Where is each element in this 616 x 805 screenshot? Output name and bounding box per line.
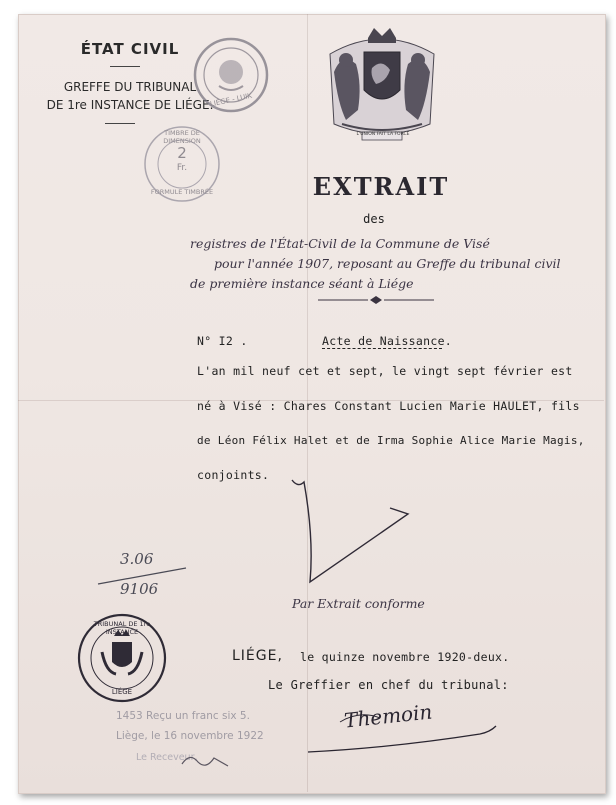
act-type: Acte de Naissance. bbox=[322, 334, 453, 348]
issue-date: le quinze novembre 1920-deux. bbox=[300, 650, 510, 664]
certified-extract-label: Par Extrait conforme bbox=[292, 596, 425, 611]
tax-stamp-unit: Fr. bbox=[176, 163, 188, 173]
court-seal-top-text: TRIBUNAL DE 1re INSTANCE bbox=[93, 620, 151, 636]
receipt-line-1: 1453 Reçu un franc six 5. bbox=[116, 710, 250, 722]
header-rule-2 bbox=[105, 123, 135, 124]
act-number: N° I2 . bbox=[197, 334, 248, 348]
office-title: ÉTAT CIVIL bbox=[80, 40, 180, 58]
tax-stamp-outer-text: TIMBRE DE DIMENSION bbox=[163, 129, 201, 145]
body-line-1: L'an mil neuf cet et sept, le vingt sept février est bbox=[197, 364, 573, 378]
closing-flourish-stroke bbox=[290, 478, 420, 588]
body-line-4: conjoints. bbox=[197, 468, 270, 482]
liege-seal-text: LIÉGE - LUIK bbox=[209, 91, 253, 109]
register-line-1: registres de l'État-Civil de la Commune de Visé bbox=[190, 236, 490, 251]
header-rule-1 bbox=[110, 66, 140, 67]
registry-line-1: GREFFE DU TRIBUNAL bbox=[63, 80, 197, 94]
place-label: LIÉGE, bbox=[232, 648, 283, 664]
receiver-signature-scribble bbox=[180, 744, 240, 774]
act-type-underline bbox=[322, 348, 442, 349]
pencil-note-top: 3.06 bbox=[120, 550, 154, 568]
receipt-line-3: Le Receveur, bbox=[136, 752, 198, 763]
clerk-signature: Themoin bbox=[342, 699, 434, 733]
tax-stamp-bottom-text: FORMULE TIMBRÉE bbox=[150, 188, 214, 196]
court-seal-bottom-text: LIÉGE bbox=[111, 688, 133, 696]
register-line-2: pour l'année 1907, reposant au Greffe du tribunal civil bbox=[214, 256, 561, 271]
clerk-title: Le Greffier en chef du tribunal: bbox=[268, 678, 509, 692]
coat-of-arms-motto: L'UNION FAIT LA FORCE bbox=[356, 132, 410, 137]
body-line-2: né à Visé : Chares Constant Lucien Marie HAULET, fils bbox=[197, 399, 580, 413]
document-title: EXTRAIT bbox=[312, 172, 450, 201]
tax-stamp-value: 2 bbox=[177, 144, 187, 162]
registry-line-2: DE 1re INSTANCE DE LIÉGE. bbox=[46, 98, 214, 112]
register-line-3: de première instance séant à Liége bbox=[190, 276, 414, 291]
pencil-note-bottom: 9106 bbox=[120, 580, 159, 598]
signature-flourish bbox=[300, 708, 500, 758]
des-label: des bbox=[363, 212, 385, 226]
body-line-3: de Léon Félix Halet et de Irma Sophie Alice Marie Magis, bbox=[197, 434, 585, 447]
ornamental-divider bbox=[318, 296, 434, 304]
receipt-line-2: Liège, le 16 novembre 1922 bbox=[116, 730, 264, 742]
